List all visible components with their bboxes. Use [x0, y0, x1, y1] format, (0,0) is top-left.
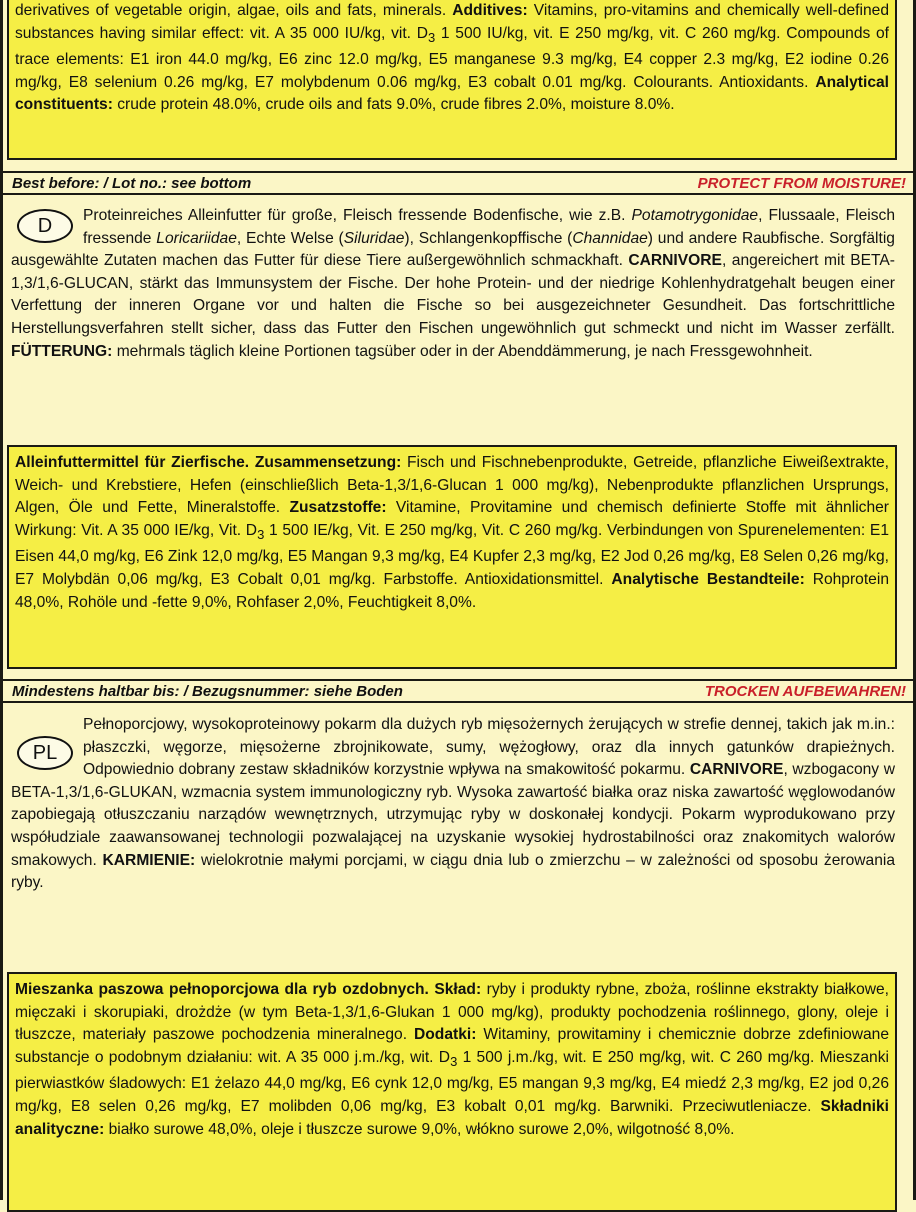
text-run: Mieszanka paszowa pełnoporcjowa dla ryb ozdobnych. Skład:: [15, 981, 482, 998]
text-run: 1 500 IE/kg, Vit. E 250 mg/kg, Vit. C 260 mg/kg. Verbindungen von Spurenelementen: E1 Eisen 44,0 mg/kg, E6 Zink 12,0 mg/kg, E5 Mangan 9,3 mg/kg, E4 Kupfer 2,3 mg/kg, E2 Jod 0,26 mg/kg, E8 Selen 0,26 mg/kg, E7 Molybdän 0,06 mg/kg, E3 Cobalt 0,01 mg/kg. Farbstoffe. Antioxidationsmittel.: [15, 521, 889, 589]
text-run: 1 500 j.m./kg, wit. E 250 mg/kg, wit. C 260 mg/kg. Mieszanki pierwiastków śladowych: E1 żelazo 44,0 mg/kg, E6 cynk 12,0 mg/kg, E5 mangan 9,3 mg/kg, E4 miedź 2,3 mg/kg, E2 jod 0,26 mg/kg, E8 selen 0,26 mg/kg, E7 molibden 0,06 mg/kg, E3 kobalt 0,01 mg/kg. Barwniki. Przeciwutleniacze.: [15, 1048, 889, 1116]
de-description-text: [11, 207, 895, 360]
text-run: 3: [450, 1053, 458, 1069]
text-run: derivatives of vegetable origin, algae, oils and fats, minerals.: [15, 2, 453, 19]
text-run: , wzbogacony w BETA-1,3/1,6-GLUKAN, wzmacnia system immunologiczny ryb. Wysoka zawartość białka oraz niska zawartość węglowodanów zapobiegają otłuszczaniu narządów wewnętrznych, utrzymując ryby w doskonałej kondycji. Pokarm wyprodukowano przy współudziale zaawansowanej technologii pozwalającej na uzyskanie wysokiej hydrostabilności oraz znakomitych walorów smakowych.: [11, 761, 895, 869]
de-protect-warning: TROCKEN AUFBEWAHREN!: [704, 683, 906, 700]
en-best-before: Best before: / Lot no.: see bottom: [12, 175, 252, 192]
text-run: Siluridae: [343, 229, 405, 247]
en-protect-warning: PROTECT FROM MOISTURE!: [697, 175, 906, 192]
text-run: Loricariidae: [156, 229, 237, 247]
text-run: Additives:: [452, 2, 528, 19]
text-run: 3: [427, 29, 436, 45]
text-run: Vitamine, Provitamine und chemisch definierte Stoffe mit ähnlicher Wirkung: Vit. A 35 000 IE/kg, Vit. D: [15, 499, 889, 539]
text-run: , angereichert mit BETA-1,3/1,6-GLUCAN, stärkt das Immunsystem der Fische. Der hohe Protein- und der niedrige Kohlenhydratgehalt beugen einer Verfettung der inneren Organe vor und halten die Fische so bei ausgezeichneter Gesundheit. Das fortschrittliche Herstellungsverfahren stellt sicher, dass das Futter den Fischen ungewöhnlich gut schmeckt und nicht im Wasser zerfällt.: [11, 252, 895, 337]
text-run: CARNIVORE: [689, 761, 784, 779]
en-analysis-text: [15, 0, 889, 117]
text-run: ) und andere Raubfische. Sorgfältig ausgewählte Zutaten machen das Futter für diese Tiere außergewöhnlich schmackhaft.: [11, 229, 895, 270]
text-run: , Echte Welse (: [236, 229, 344, 247]
text-run: FÜTTERUNG:: [11, 342, 113, 360]
text-run: Channidae: [572, 229, 648, 247]
pl-analysis-text: [15, 979, 889, 1141]
text-run: mehrmals täglich kleine Portionen tagsüber oder in der Abenddämmerung, je nach Fressgewohnheit.: [112, 342, 813, 360]
de-analysis-box: [7, 445, 897, 669]
text-run: Pełnoporcjowy, wysokoproteinowy pokarm dla dużych ryb mięsożernych żerujących w strefie dennej, takich jak m.in.: płaszczki, węgorze, mięsożerne zbrojnikowate, sumy, wężogłowy, oraz dla innych gatunków drapieżnych. Odpowiednio dobrany zestaw składników korzystnie wpływa na smakowitość pokarmu.: [83, 716, 895, 779]
left-frame-line: [0, 0, 3, 1200]
text-run: Dodatki:: [414, 1026, 477, 1044]
pl-analysis-box: [7, 972, 897, 1212]
text-run: wielokrotnie małymi porcjami, w ciągu dnia lub o zmierzchu – w zależności od sposobu żerowania ryby.: [11, 851, 895, 892]
de-language-badge: D: [17, 209, 73, 243]
text-run: Alleinfuttermittel für Zierfische. Zusammensetzung:: [15, 454, 402, 471]
text-run: Analytical constituents:: [15, 73, 889, 114]
text-run: Rohprotein 48,0%, Rohöle und -fette 9,0%, Rohfaser 2,0%, Feuchtigkeit 8,0%.: [15, 571, 889, 611]
pl-description: [7, 714, 903, 964]
text-run: Zusatzstoffe:: [289, 499, 387, 517]
text-run: Vitamins, pro-vitamins and chemically well-defined substances having similar effect: vit. A 35 000 IU/kg, vit. D: [15, 2, 889, 42]
text-run: Potamotrygonidae: [631, 207, 759, 224]
en-footer-row: [0, 171, 916, 195]
de-footer-row: [0, 679, 916, 703]
text-run: Witaminy, prowitaminy i chemicznie dobrze zdefiniowane substancje o podobnym działaniu: wit. A 35 000 j.m./kg, wit. D: [15, 1026, 889, 1066]
pl-language-badge: PL: [17, 736, 73, 770]
text-run: ryby i produkty rybne, zboża, roślinne ekstrakty białkowe, mięczaki i skorupiaki, drożdże (w tym Beta-1,3/1,6-Glukan 1 000 mg/kg), produkty pochodzenia roślinnego, glony, oleje i tłuszcze, materiały paszowe pochodzenia mineralnego.: [15, 981, 890, 1044]
text-run: 3: [257, 526, 265, 542]
text-run: Proteinreiches Alleinfutter für große, Fleisch fressende Bodenfische, wie z.B.: [83, 207, 632, 224]
text-run: Fisch und Fischnebenprodukte, Getreide, pflanzliche Eiweißextrakte, Weich- und Krebstiere, Hefen (einschließlich Beta-1,3/1,6-Glucan 1 000 mg/kg), Nebenprodukte pflanzlichen Ursprungs, Algen, Öle und Fette, Mineralstoffe.: [15, 454, 889, 517]
de-analysis-text: [15, 452, 889, 614]
text-run: crude protein 48.0%, crude oils and fats 9.0%, crude fibres 2.0%, moisture 8.0%.: [112, 96, 675, 114]
text-run: białko surowe 48,0%, oleje i tłuszcze surowe 9,0%, włókno surowe 2,0%, wilgotność 8,0%.: [104, 1120, 735, 1138]
text-run: , Flussaale, Fleisch fressende: [83, 207, 895, 247]
text-run: 1 500 IU/kg, vit. E 250 mg/kg, vit. C 260 mg/kg. Compounds of trace elements: E1 iron 44.0 mg/kg, E6 zinc 12.0 mg/kg, E5 manganese 9.3 mg/kg, E4 copper 2.3 mg/kg, E2 iodine 0.26 mg/kg, E8 selenium 0.26 mg/kg, E7 molybdenum 0.06 mg/kg, E3 cobalt 0.01 mg/kg. Colourants. Antioxidants.: [15, 24, 889, 91]
pl-description-text: [11, 716, 895, 891]
text-run: Analytische Bestandteile:: [611, 571, 805, 589]
de-description: [7, 205, 903, 437]
text-run: KARMIENIE:: [102, 851, 196, 869]
text-run: ), Schlangenkopffische (: [404, 229, 573, 247]
en-analysis-box: [7, 0, 897, 160]
text-run: CARNIVORE: [628, 252, 722, 270]
text-run: Składniki analityczne:: [15, 1098, 889, 1138]
de-best-before: Mindestens haltbar bis: / Bezugsnummer: siehe Boden: [12, 683, 403, 700]
